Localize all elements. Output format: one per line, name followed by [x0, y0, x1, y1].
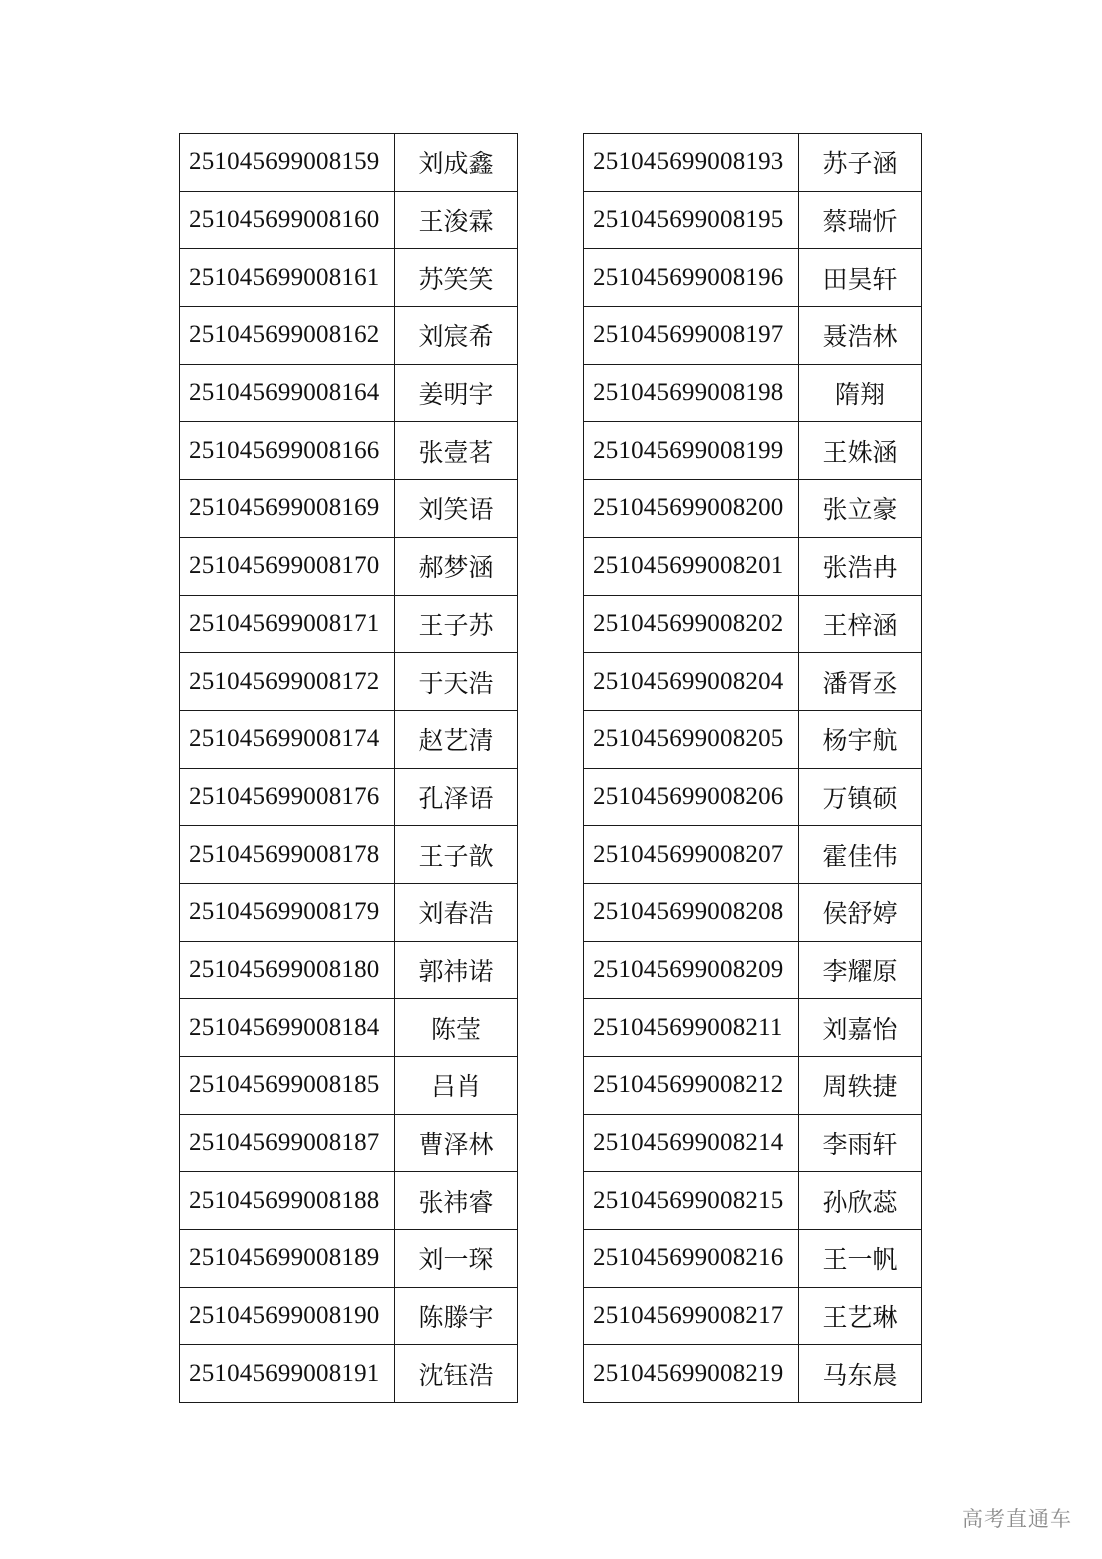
table-row	[584, 710, 922, 768]
student-name-cell: 王姝涵	[799, 422, 922, 480]
student-name-cell: 沈钰浩	[395, 1345, 518, 1403]
student-id-cell: 251045699008215	[584, 1172, 799, 1230]
student-id-cell: 251045699008204	[584, 653, 799, 711]
student-name-cell: 王浚霖	[395, 191, 518, 249]
table-row	[584, 422, 922, 480]
table-row	[180, 307, 518, 365]
table-row	[584, 1114, 922, 1172]
student-id-cell: 251045699008187	[180, 1114, 395, 1172]
student-id-cell: 251045699008180	[180, 941, 395, 999]
table-row	[180, 653, 518, 711]
table-row	[584, 1172, 922, 1230]
table-row	[180, 1057, 518, 1115]
student-id-cell: 251045699008160	[180, 191, 395, 249]
roster-table-right	[583, 133, 922, 1403]
table-row	[180, 134, 518, 192]
student-name-cell: 刘笑语	[395, 480, 518, 538]
student-name-cell: 隋翔	[799, 364, 922, 422]
student-id-cell: 251045699008202	[584, 595, 799, 653]
student-id-cell: 251045699008174	[180, 710, 395, 768]
student-id-cell: 251045699008185	[180, 1057, 395, 1115]
table-row	[584, 653, 922, 711]
student-id-cell: 251045699008199	[584, 422, 799, 480]
student-id-cell: 251045699008197	[584, 307, 799, 365]
student-id-cell: 251045699008196	[584, 249, 799, 307]
table-row	[584, 134, 922, 192]
student-name-cell: 李耀原	[799, 941, 922, 999]
student-id-cell: 251045699008170	[180, 537, 395, 595]
table-row	[180, 941, 518, 999]
student-id-cell: 251045699008217	[584, 1287, 799, 1345]
student-id-cell: 251045699008176	[180, 768, 395, 826]
student-name-cell: 张浩冉	[799, 537, 922, 595]
student-id-cell: 251045699008189	[180, 1230, 395, 1288]
table-row	[180, 595, 518, 653]
student-id-cell: 251045699008212	[584, 1057, 799, 1115]
table-row	[584, 1287, 922, 1345]
table-row	[180, 1230, 518, 1288]
student-name-cell: 霍佳伟	[799, 826, 922, 884]
student-name-cell: 李雨轩	[799, 1114, 922, 1172]
student-name-cell: 杨宇航	[799, 710, 922, 768]
student-id-cell: 251045699008161	[180, 249, 395, 307]
student-id-cell: 251045699008171	[180, 595, 395, 653]
student-name-cell: 王梓涵	[799, 595, 922, 653]
student-id-cell: 251045699008178	[180, 826, 395, 884]
table-row	[180, 1287, 518, 1345]
student-name-cell: 王子歆	[395, 826, 518, 884]
table-row	[584, 595, 922, 653]
student-id-cell: 251045699008216	[584, 1230, 799, 1288]
student-id-cell: 251045699008219	[584, 1345, 799, 1403]
student-id-cell: 251045699008193	[584, 134, 799, 192]
student-name-cell: 吕肖	[395, 1057, 518, 1115]
table-row	[584, 480, 922, 538]
student-name-cell: 张立豪	[799, 480, 922, 538]
student-name-cell: 苏子涵	[799, 134, 922, 192]
student-name-cell: 孙欣蕊	[799, 1172, 922, 1230]
student-id-cell: 251045699008200	[584, 480, 799, 538]
student-id-cell: 251045699008169	[180, 480, 395, 538]
student-name-cell: 蔡瑞忻	[799, 191, 922, 249]
table-row	[180, 826, 518, 884]
table-row	[180, 883, 518, 941]
table-row	[180, 422, 518, 480]
student-name-cell: 侯舒婷	[799, 883, 922, 941]
table-row	[180, 1172, 518, 1230]
student-name-cell: 潘胥丞	[799, 653, 922, 711]
student-name-cell: 姜明宇	[395, 364, 518, 422]
table-row	[584, 307, 922, 365]
table-row	[584, 191, 922, 249]
table-row	[584, 768, 922, 826]
student-id-cell: 251045699008198	[584, 364, 799, 422]
student-id-cell: 251045699008206	[584, 768, 799, 826]
student-name-cell: 陈莹	[395, 999, 518, 1057]
table-row	[180, 191, 518, 249]
table-row	[584, 999, 922, 1057]
table-row	[584, 1230, 922, 1288]
student-id-cell: 251045699008184	[180, 999, 395, 1057]
student-name-cell: 苏笑笑	[395, 249, 518, 307]
table-row	[584, 1345, 922, 1403]
table-row	[584, 883, 922, 941]
student-id-cell: 251045699008172	[180, 653, 395, 711]
student-name-cell: 张祎睿	[395, 1172, 518, 1230]
student-id-cell: 251045699008188	[180, 1172, 395, 1230]
student-name-cell: 张壹茗	[395, 422, 518, 480]
table-row	[584, 941, 922, 999]
student-id-cell: 251045699008179	[180, 883, 395, 941]
table-row	[180, 480, 518, 538]
table-row	[180, 1345, 518, 1403]
student-id-cell: 251045699008205	[584, 710, 799, 768]
table-row	[584, 826, 922, 884]
roster-table-left-body	[180, 134, 518, 1403]
student-name-cell: 孔泽语	[395, 768, 518, 826]
student-id-cell: 251045699008208	[584, 883, 799, 941]
student-name-cell: 万镇硕	[799, 768, 922, 826]
student-id-cell: 251045699008211	[584, 999, 799, 1057]
table-row	[180, 999, 518, 1057]
student-id-cell: 251045699008201	[584, 537, 799, 595]
student-id-cell: 251045699008209	[584, 941, 799, 999]
table-row	[180, 249, 518, 307]
student-id-cell: 251045699008162	[180, 307, 395, 365]
student-id-cell: 251045699008207	[584, 826, 799, 884]
student-name-cell: 聂浩林	[799, 307, 922, 365]
student-name-cell: 于天浩	[395, 653, 518, 711]
student-name-cell: 田昊轩	[799, 249, 922, 307]
student-id-cell: 251045699008195	[584, 191, 799, 249]
student-name-cell: 刘嘉怡	[799, 999, 922, 1057]
table-row	[180, 768, 518, 826]
table-row	[584, 249, 922, 307]
roster-table-right-body	[584, 134, 922, 1403]
student-id-cell: 251045699008190	[180, 1287, 395, 1345]
table-row	[180, 537, 518, 595]
table-row	[584, 364, 922, 422]
roster-table-left	[179, 133, 518, 1403]
table-row	[584, 1057, 922, 1115]
table-row	[584, 537, 922, 595]
table-row	[180, 1114, 518, 1172]
student-id-cell: 251045699008164	[180, 364, 395, 422]
student-name-cell: 王艺琳	[799, 1287, 922, 1345]
student-name-cell: 刘成鑫	[395, 134, 518, 192]
watermark-text: 高考直通车	[962, 1507, 1072, 1531]
student-name-cell: 王子苏	[395, 595, 518, 653]
student-name-cell: 曹泽林	[395, 1114, 518, 1172]
student-name-cell: 刘宸希	[395, 307, 518, 365]
student-id-cell: 251045699008214	[584, 1114, 799, 1172]
student-name-cell: 马东晨	[799, 1345, 922, 1403]
student-id-cell: 251045699008166	[180, 422, 395, 480]
student-name-cell: 郝梦涵	[395, 537, 518, 595]
table-row	[180, 364, 518, 422]
table-row	[180, 710, 518, 768]
student-id-cell: 251045699008191	[180, 1345, 395, 1403]
student-name-cell: 赵艺清	[395, 710, 518, 768]
student-name-cell: 王一帆	[799, 1230, 922, 1288]
student-name-cell: 刘一琛	[395, 1230, 518, 1288]
student-name-cell: 周轶捷	[799, 1057, 922, 1115]
student-name-cell: 郭祎诺	[395, 941, 518, 999]
student-name-cell: 刘春浩	[395, 883, 518, 941]
student-name-cell: 陈滕宇	[395, 1287, 518, 1345]
student-id-cell: 251045699008159	[180, 134, 395, 192]
